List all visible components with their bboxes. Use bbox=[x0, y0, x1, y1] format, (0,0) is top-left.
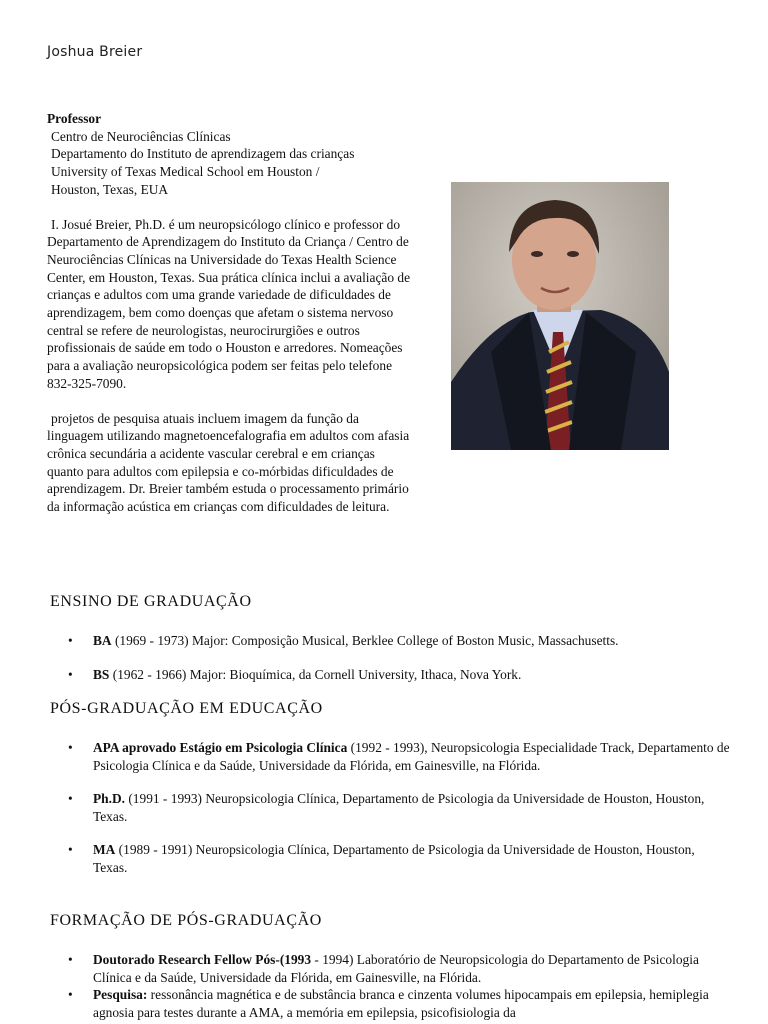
bullet-icon: • bbox=[68, 666, 73, 682]
bullet-icon: • bbox=[68, 987, 73, 1002]
list-item: • MA (1989 - 1991) Neuropsicologia Clínica, Departamento de Psicologia da Universidade de Houston, Houston, Texas. bbox=[68, 842, 695, 875]
training-list bbox=[50, 951, 730, 1021]
job-title: Professor bbox=[47, 111, 102, 126]
list-item: • Doutorado Research Fellow Pós-(1993 - 1994) Laboratório de Neuropsicologia do Departamento de Psicologia Clínica e da Saúde, Universidade da Flórida, em Gainesville, na Flórida. bbox=[68, 952, 699, 985]
author-name: Joshua Breier bbox=[47, 44, 143, 60]
bullet-icon: • bbox=[68, 791, 73, 806]
affiliation-line: Centro de Neurociências Clínicas bbox=[51, 128, 231, 144]
postgrad-list bbox=[50, 739, 730, 892]
section-title-postgrad: PÓS-GRADUAÇÃO EM EDUCAÇÃO bbox=[50, 700, 323, 717]
list-item: • APA aprovado Estágio em Psicologia Clínica (1992 - 1993), Neuropsicologia Especialidade Track, Departamento de Psicologia Clínica e da Saúde, Universidade da Flórida, em Gainesville, na Flórida. bbox=[68, 740, 730, 773]
bullet-icon: • bbox=[68, 740, 73, 755]
list-item: • Pesquisa: ressonância magnética e de substância branca e cinzenta volumes hipocampais em epilepsia, hemiplegia agnosia para testes durante a AMA, a memória em epilepsia, psicofisiologia da bbox=[68, 987, 709, 1020]
research-paragraph: projetos de pesquisa atuais incluem imagem da função da linguagem utilizando magnetoencefalografia em adultos com afasia crônica secundária a acidente vascular cerebral e em crianças quanto para adultos com epilepsia e co-mórbidas dificuldades de aprendizagem. Dr. Breier também estuda o processamento primário da informação acústica em crianças com dificuldades de leitura. bbox=[47, 410, 410, 515]
section-title-training: FORMAÇÃO DE PÓS-GRADUAÇÃO bbox=[50, 912, 322, 929]
undergrad-list bbox=[50, 632, 730, 699]
list-item: • BS (1962 - 1966) Major: Bioquímica, da Cornell University, Ithaca, Nova York. bbox=[68, 666, 522, 682]
bullet-icon: • bbox=[68, 952, 73, 967]
affiliation-line: University of Texas Medical School em Houston / bbox=[51, 164, 320, 180]
affiliation-line: Departamento do Instituto de aprendizagem das crianças bbox=[51, 146, 355, 162]
bio-paragraph: I. Josué Breier, Ph.D. é um neuropsicólogo clínico e professor do Departamento de Aprendizagem do Instituto da Criança / Centro de Neurociências Clínicas na Universidade do Texas Health Science Center, em Houston, Texas. Sua prática clínica inclui a avaliação de crianças e adultos com uma grande variedade de dificuldades de aprendizagem, bem como doenças que afetam o sistema nervoso central se refere de neurologistas, neurocirurgiões e outros profissionais de saúde em todo o Houston e arredores. Nomeações para a avaliação neuropsicológica podem ser feitas pelo telefone 832-325-7090. bbox=[47, 216, 411, 391]
affiliation-line: Houston, Texas, EUA bbox=[51, 181, 169, 197]
intro-block bbox=[47, 110, 412, 516]
list-item: • Ph.D. (1991 - 1993) Neuropsicologia Clínica, Departamento de Psicologia da Universidade de Houston, Houston, Texas. bbox=[68, 791, 705, 824]
bullet-icon: • bbox=[68, 633, 73, 648]
list-item: • BA (1969 - 1973) Major: Composição Musical, Berklee College of Boston Music, Massachusetts. bbox=[68, 633, 619, 648]
bullet-icon: • bbox=[68, 842, 73, 857]
section-title-undergrad: ENSINO DE GRADUAÇÃO bbox=[50, 593, 252, 610]
portrait-photo bbox=[451, 182, 669, 450]
